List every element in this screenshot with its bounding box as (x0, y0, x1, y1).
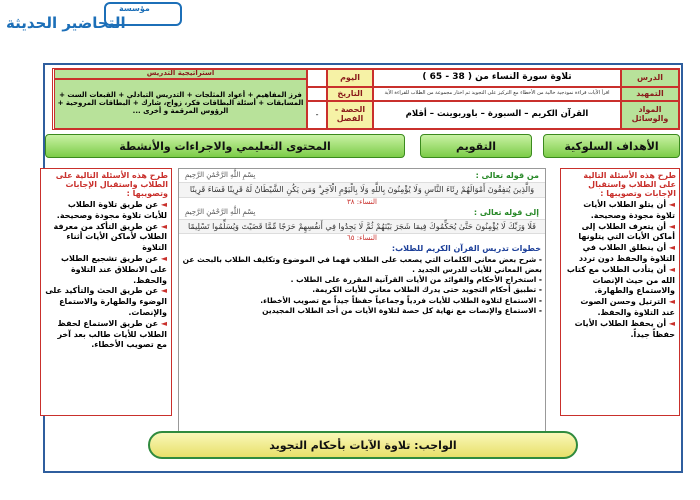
period-label: الحصة - الفصل (327, 101, 373, 129)
strategy-label: استراتيجية التدريس (54, 69, 307, 79)
logo-top-text: مؤسسة (119, 4, 150, 13)
intro-value: اقرأ الأيات قراءة نموذجية خالية من الأخطاء مع التركيز على التجويد ثم اختار مجموعة من الطلاب للقراءة الأية (373, 87, 621, 101)
logo-name: التحاضير الحديثة (6, 14, 126, 32)
date-value (307, 87, 327, 101)
evaluation-intro: طرح هذه الأسئلة التالية على الطلاب واستقبال الإجابات وتصويبها : (55, 171, 168, 198)
objectives-intro: طرح هذه الأسئلة التالية على الطلاب واستقبال الإجابات وتصويبها : (583, 171, 676, 198)
date-label: التاريخ (327, 87, 373, 101)
content-panel (178, 168, 546, 443)
steps-list (179, 255, 545, 316)
list-item: - تطبيق أحكام التجويد حتى يدرك الطلاب معاني للأيات الكريمة. (312, 285, 542, 295)
lesson-header-table (52, 68, 680, 130)
lesson-value: تلاوة سورة النساء من ( 38 - 65 ) (373, 69, 621, 87)
list-item: ◄ عن طريق تلاوة الطلاب للأيات تلاوة مجودة وصحيحة. (56, 200, 167, 220)
quote-end-label: إلى قوله تعالى : (473, 208, 539, 217)
objectives-column (560, 168, 680, 416)
list-item: ◄ الترتيل وحسن الصوت عند التلاوة والحفظ. (580, 297, 675, 317)
steps-heading: خطوات تدريس القرآن الكريم للطلاب: (391, 244, 541, 253)
strategy-value: فرز المفاهيم + أعواد المثلجات + التدريس التبادلي + القبعات الست + المسابقات + أسئلة البطاقات فكر، زواج، شارك + البطاقات المروحية + الرؤوس المرقمة و أخرى ... (54, 79, 307, 129)
ayah-start: وَالَّذِينَ يُنفِقُونَ أَمْوَالَهُمْ رِئَاءَ النَّاسِ وَلَا يُؤْمِنُونَ بِاللَّهِ وَلَا بِالْيَوْمِ الْآخِرِ ۗ وَمَن يَكُنِ الشَّيْطَانُ لَهُ قَرِينًا فَسَاءَ قَرِينًا (179, 182, 545, 198)
list-item: ◄ عن طريق التأكد من معرفة الطلاب لأماكن الأيات أثناء التلاوة (53, 221, 167, 253)
objectives-list (561, 200, 679, 340)
list-item: - استخراج الأحكام والفوائد من الأيات القرآنية المقررة على الطلاب . (290, 275, 542, 285)
list-item: ◄ عن طريق الاستماع لحفظ الطلاب للأيات طالب بعد آخر مع تصويب الأخطاء. (57, 318, 167, 350)
list-item: ◄ أن يتعرف الطلاب إلى أماكن الأيات التي يتلونها (578, 221, 675, 242)
lesson-label: الدرس (621, 69, 679, 87)
basmala-2: بِسْمِ اللَّهِ الرَّحْمَٰنِ الرَّحِيمِ (185, 208, 256, 216)
list-item: ◄ أن يتلو الطلاب الأيات تلاوة مجودة وصحيحة. (583, 200, 675, 220)
content-heading: المحتوى التعليمي والاجراءات والأنشطة (45, 134, 405, 158)
quote-start-label: من قوله تعالى : (475, 171, 539, 180)
intro-label: التمهيد (621, 87, 679, 101)
day-value (307, 69, 327, 87)
list-item: - الاستماع لتلاوة الطلاب للأيات فردياً وجماعياً حفظاً جيداً مع تصويب الأخطاء. (260, 295, 542, 305)
list-item: ◄ عن طريق تشجيع الطلاب على الانطلاق عند التلاوة والحفظ. (61, 253, 167, 285)
list-item: ◄ أن يتأدب الطلاب مع كتاب الله من حيث الإنصات والاستماع والطهارة. (566, 264, 675, 296)
list-item: - الاستماع والإنصات مع نهاية كل حصة لتلاوة الأيات من أحد الطلاب المجيدين (262, 305, 542, 315)
list-item: ◄ أن يحفظ الطلاب الأيات حفظاً جيداً. (574, 318, 675, 339)
evaluation-column (40, 168, 172, 416)
period-value: - (307, 101, 327, 129)
ayah-end-ref: النساء: ٦٥ (347, 234, 377, 242)
brand-logo (4, 2, 184, 40)
materials-value: القرآن الكريم – السبورة – باوربوينت – أقلام (373, 101, 621, 129)
list-item: ◄ أن ينطلق الطلاب في التلاوة والحفظ دون تردد (578, 243, 675, 263)
basmala: بِسْمِ اللَّهِ الرَّحْمَٰنِ الرَّحِيمِ (185, 171, 256, 179)
materials-label: المواد والوسائل (621, 101, 679, 129)
list-item: ◄ عن طريق الحث والتأكيد على الوضوء والطهارة والاستماع والإنصات. (45, 286, 167, 317)
objectives-heading: الأهداف السلوكية (543, 134, 680, 158)
list-item: - شرح بعض معاني الكلمات التي يصعب على الطلاب فهما في الموضوع وتكليف الطلاب بالبحث عن بعض المعاني للأيات للدرس الجديد . (182, 255, 542, 275)
homework-banner: الواجب: تلاوة الآيات بأحكام التجويد (148, 431, 578, 459)
evaluation-heading: التقويم (420, 134, 532, 158)
evaluation-list (41, 200, 171, 351)
ayah-start-ref: النساء: ٣٨ (347, 198, 377, 206)
ayah-end: فَلَا وَرَبِّكَ لَا يُؤْمِنُونَ حَتَّىٰ يُحَكِّمُوكَ فِيمَا شَجَرَ بَيْنَهُمْ ثُمَّ لَا يَجِدُوا فِي أَنفُسِهِمْ حَرَجًا مِّمَّا قَضَيْتَ وَيُسَلِّمُوا تَسْلِيمًا (179, 219, 545, 234)
day-label: اليوم (327, 69, 373, 87)
